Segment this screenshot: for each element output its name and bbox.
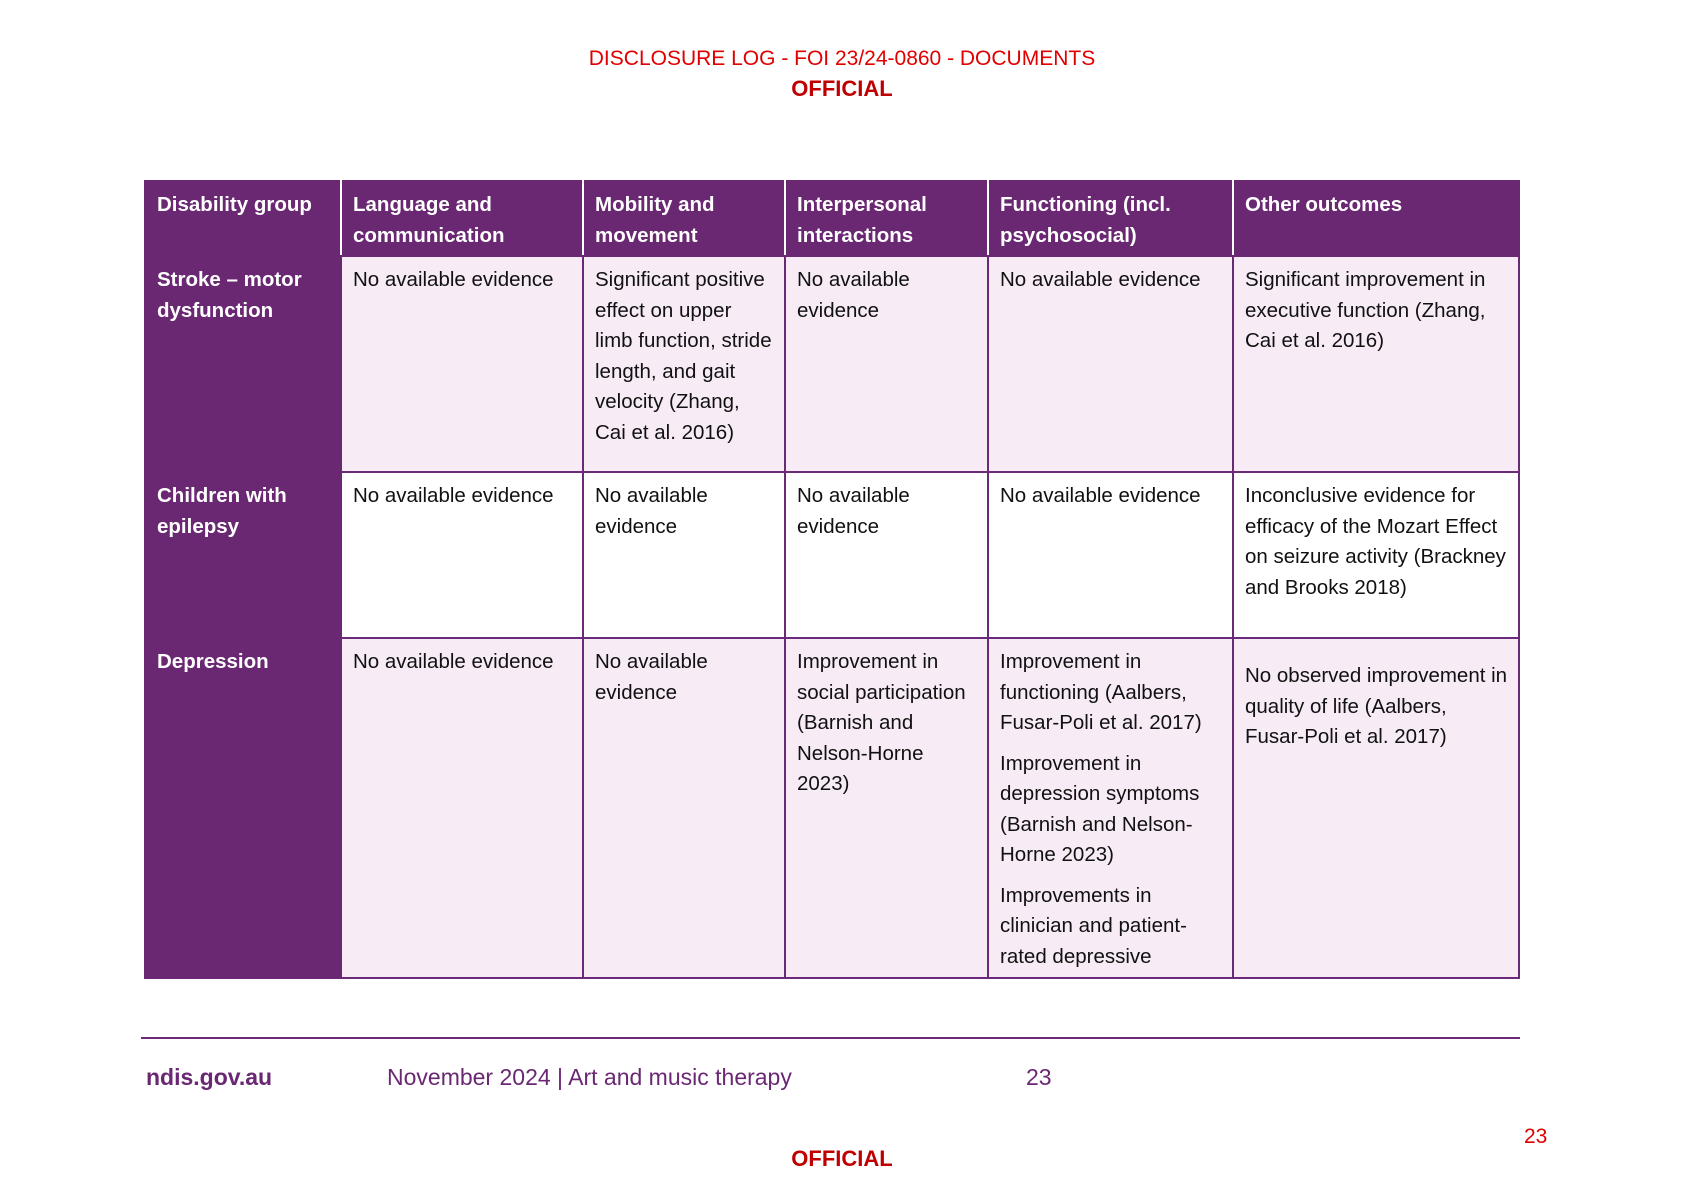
cell-text: No available evidence xyxy=(353,650,554,673)
cell-text: No available evidence xyxy=(797,484,910,538)
column-header: Functioning (incl. psychosocial) xyxy=(988,181,1233,256)
footer-divider xyxy=(141,1037,1520,1039)
table-cell xyxy=(583,472,785,638)
disclosure-header: DISCLOSURE LOG - FOI 23/24-0860 - DOCUMENTS xyxy=(588,47,1096,70)
cell-text: No available evidence xyxy=(595,650,708,704)
table-cell xyxy=(988,256,1233,472)
classification-footer: OFFICIAL xyxy=(791,1146,893,1171)
evidence-table xyxy=(144,180,1520,979)
column-header: Mobility and movement xyxy=(583,181,785,256)
cell-text: No available evidence xyxy=(1000,484,1201,507)
table-cell xyxy=(785,638,988,978)
table-cell xyxy=(785,256,988,472)
table-cell xyxy=(988,638,1233,978)
table-cell xyxy=(1233,472,1519,638)
cell-text: Inconclusive evidence for efficacy of the Mozart Effect on seizure activity (Brackney and Brooks 2018) xyxy=(1245,484,1506,599)
classification-header: OFFICIAL xyxy=(791,76,893,101)
table-cell xyxy=(785,472,988,638)
footer-page-number: 23 xyxy=(1026,1064,1052,1090)
cell-text: No available evidence xyxy=(353,484,554,507)
table-cell xyxy=(341,256,583,472)
cell-text: No available evidence xyxy=(595,484,708,538)
table-cell xyxy=(1233,256,1519,472)
cell-text: Significant positive effect on upper limb function, stride length, and gait velocity (Zhang, Cai et al. 2016) xyxy=(595,268,772,444)
table-row xyxy=(145,256,1519,472)
table-header-row xyxy=(145,181,1519,256)
column-header: Other outcomes xyxy=(1233,181,1519,256)
cell-text: Improvement in social participation (Barnish and Nelson-Horne 2023) xyxy=(797,650,966,795)
cell-text: No observed improvement in quality of life (Aalbers, Fusar-Poli et al. 2017) xyxy=(1245,664,1508,748)
cell-text: Improvements in clinician and patient-rated depressive xyxy=(1000,883,1187,968)
table-cell xyxy=(341,472,583,638)
cell-text: Improvement in functioning (Aalbers, Fusar-Poli et al. 2017) xyxy=(1000,650,1202,734)
column-header: Language and communication xyxy=(341,181,583,256)
row-group-label: Stroke – motor dysfunction xyxy=(145,256,341,472)
footer-date-title: November 2024 | Art and music therapy xyxy=(387,1064,792,1090)
table-cell xyxy=(1233,638,1519,978)
cell-text: No available evidence xyxy=(353,268,554,291)
table-cell xyxy=(988,472,1233,638)
table-cell xyxy=(583,256,785,472)
cell-text: No available evidence xyxy=(797,268,910,322)
table-row xyxy=(145,638,1519,978)
table-cell xyxy=(341,638,583,978)
page-stamp-number: 23 xyxy=(1524,1125,1548,1148)
cell-text: Improvement in depression symptoms (Barnish and Nelson-Horne 2023) xyxy=(1000,751,1200,866)
column-header: Disability group xyxy=(145,181,341,256)
cell-text: No available evidence xyxy=(1000,268,1201,291)
table-row xyxy=(145,472,1519,638)
footer-site-link[interactable]: ndis.gov.au xyxy=(146,1064,273,1090)
row-group-label: Children with epilepsy xyxy=(145,472,341,638)
column-header: Interpersonal interactions xyxy=(785,181,988,256)
row-group-label: Depression xyxy=(145,638,341,978)
cell-text: Significant improvement in executive function (Zhang, Cai et al. 2016) xyxy=(1245,268,1486,352)
table-cell xyxy=(583,638,785,978)
